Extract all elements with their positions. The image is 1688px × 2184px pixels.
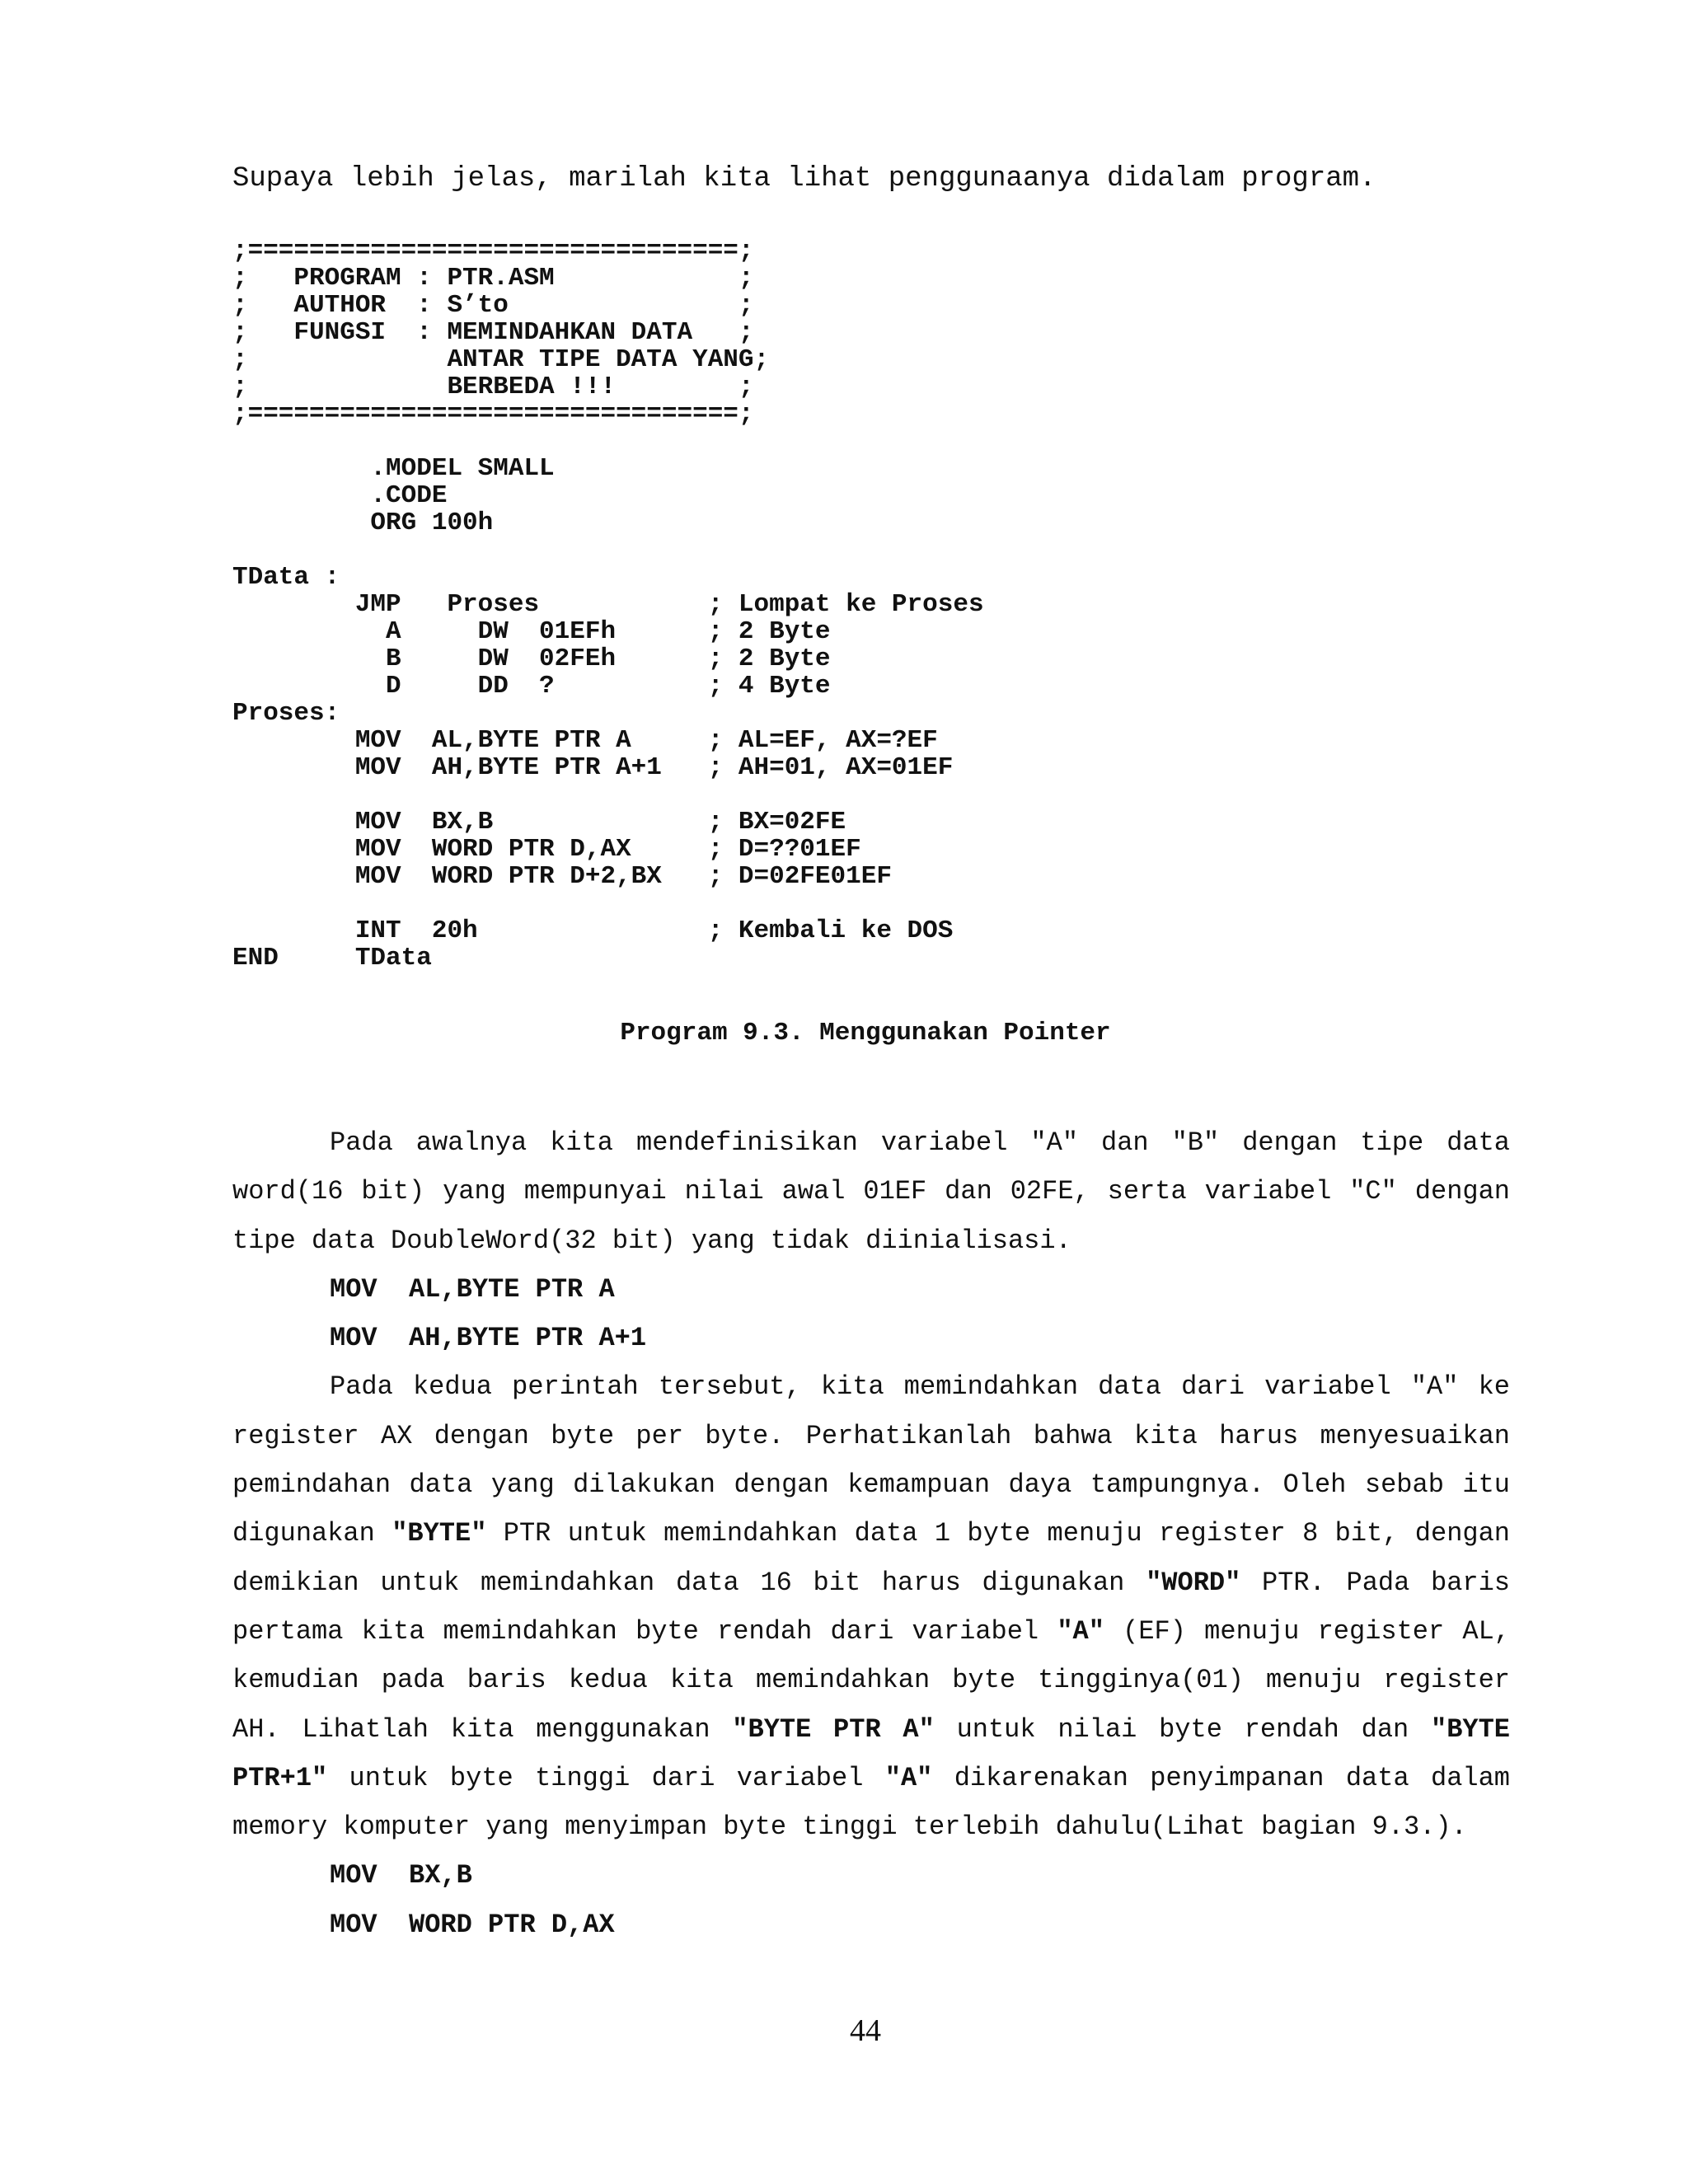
code-line: Proses: xyxy=(232,699,340,728)
code-line-mov-al: MOV AL,BYTE PTR A xyxy=(330,1273,615,1305)
body-text xyxy=(232,1118,1510,1949)
code-line: ; ANTAR TIPE DATA YANG; xyxy=(232,345,770,374)
code-line: ; AUTHOR : S’to ; xyxy=(232,291,754,320)
p2-bold-a: "A" xyxy=(1057,1615,1104,1647)
code-line: .MODEL SMALL xyxy=(232,454,555,483)
p2-text-1: Pada kedua perintah tersebut, kita memindahkan data dari variabel "A" ke register AX dengan byte per byte. Perhatikanlah bahwa kita harus menyesuaikan pemindahan data yang dilakukan dengan kemampuan daya tampungnya. Oleh sebab itu digunakan xyxy=(232,1371,1510,1549)
code-line xyxy=(232,890,984,917)
code-line-mov-bx: MOV BX,B xyxy=(330,1860,472,1891)
code-line: TData : xyxy=(232,563,340,592)
p2-bold-byte-ptr-1: "BYTE PTR+1" xyxy=(232,1713,1510,1793)
paragraph-1: Pada awalnya kita mendefinisikan variabel "A" dan "B" dengan tipe data word(16 bit) yang mempunyai nilai awal 01EF dan 02FE, serta variabel "C" dengan tipe data DoubleWord(32 bit) yang tidak diinialisasi. xyxy=(232,1127,1510,1256)
program-caption: Program 9.3. Menggunakan Pointer xyxy=(620,1019,1111,1047)
p2-bold-byte-ptr-a: "BYTE PTR A" xyxy=(732,1713,935,1745)
code-line: ; PROGRAM : PTR.ASM ; xyxy=(232,264,754,293)
code-line: INT 20h ; Kembali ke DOS xyxy=(232,916,954,945)
code-line: MOV WORD PTR D+2,BX ; D=02FE01EF xyxy=(232,862,892,891)
p2-text-6: untuk byte tinggi dari variabel xyxy=(327,1762,885,1793)
code-line: ; BERBEDA !!! ; xyxy=(232,373,754,401)
code-line: A DW 01EFh ; 2 Byte xyxy=(232,617,831,646)
p2-bold-word: "WORD" xyxy=(1146,1567,1241,1598)
code-line: MOV WORD PTR D,AX ; D=??01EF xyxy=(232,835,861,864)
code-line xyxy=(232,781,984,808)
p2-text-7: dikarenakan penyimpanan data dalam memory komputer yang menyimpan byte tinggi terlebih dahulu(Lihat bagian 9.3.). xyxy=(232,1762,1511,1843)
p2-bold-byte: "BYTE" xyxy=(392,1518,487,1549)
intro-text: Supaya lebih jelas, marilah kita lihat penggunaanya didalam program. xyxy=(232,163,1376,194)
p2-text-5: untuk nilai byte rendah dan xyxy=(934,1713,1431,1745)
code-line: JMP Proses ; Lompat ke Proses xyxy=(232,590,984,619)
code-line: ;================================; xyxy=(232,237,754,265)
p2-bold-a-2: "A" xyxy=(884,1762,933,1793)
code-line: MOV AL,BYTE PTR A ; AL=EF, AX=?EF xyxy=(232,726,938,755)
code-line: ; FUNGSI : MEMINDAHKAN DATA ; xyxy=(232,318,754,347)
code-line-mov-word-ptr: MOV WORD PTR D,AX xyxy=(330,1909,615,1940)
p2-text-3: PTR. Pada baris pertama kita memindahkan byte rendah dari variabel xyxy=(232,1567,1511,1647)
code-line: D DD ? ; 4 Byte xyxy=(232,672,831,701)
code-line: END TData xyxy=(232,944,432,972)
p2-text-4: (EF) menuju register AL, kemudian pada baris kedua kita memindahkan byte tingginya(01) menuju register AH. Lihatlah kita menggunakan xyxy=(232,1615,1511,1745)
code-line: ;================================; xyxy=(232,400,754,429)
code-line: .CODE xyxy=(232,481,448,510)
code-line xyxy=(232,537,984,564)
code-line: ORG 100h xyxy=(232,509,494,537)
page-number: 44 xyxy=(850,2013,881,2048)
code-line xyxy=(232,428,984,455)
code-line: MOV AH,BYTE PTR A+1 ; AH=01, AX=01EF xyxy=(232,753,954,782)
paragraph-2 xyxy=(232,1362,1510,1851)
p2-text-2: PTR untuk memindahkan data 1 byte menuju register 8 bit, dengan demikian untuk memindahkan data 16 bit harus digunakan xyxy=(232,1518,1511,1598)
code-line: MOV BX,B ; BX=02FE xyxy=(232,808,846,837)
code-listing xyxy=(232,237,984,972)
code-line-mov-ah: MOV AH,BYTE PTR A+1 xyxy=(330,1323,647,1354)
code-line: B DW 02FEh ; 2 Byte xyxy=(232,644,831,673)
